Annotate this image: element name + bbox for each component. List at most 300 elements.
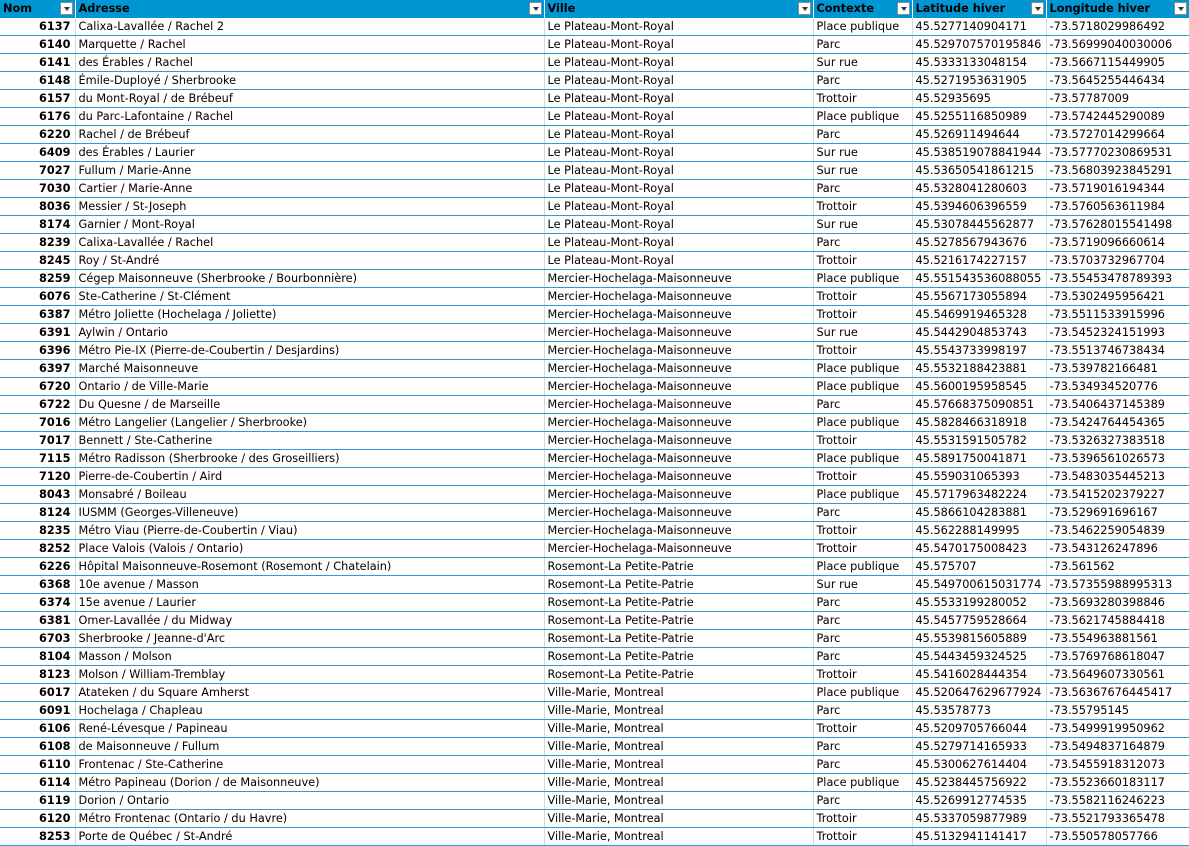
cell-adresse[interactable]: 10e avenue / Masson xyxy=(75,575,544,593)
cell-adresse[interactable]: Émile-Duployé / Sherbrooke xyxy=(75,71,544,89)
cell-ville[interactable]: Le Plateau-Mont-Royal xyxy=(544,161,813,179)
cell-nom[interactable]: 6226 xyxy=(0,557,75,575)
cell-longitude[interactable]: -73.56803923845291 xyxy=(1046,161,1189,179)
cell-latitude[interactable]: 45.5533199280052 xyxy=(912,593,1046,611)
cell-longitude[interactable]: -73.5462259054839 xyxy=(1046,521,1189,539)
cell-contexte[interactable]: Sur rue xyxy=(813,215,912,233)
cell-ville[interactable]: Ville-Marie, Montreal xyxy=(544,809,813,827)
cell-contexte[interactable]: Parc xyxy=(813,395,912,413)
cell-ville[interactable]: Le Plateau-Mont-Royal xyxy=(544,35,813,53)
cell-latitude[interactable]: 45.562288149995 xyxy=(912,521,1046,539)
cell-ville[interactable]: Le Plateau-Mont-Royal xyxy=(544,251,813,269)
cell-adresse[interactable]: Pierre-de-Coubertin / Aird xyxy=(75,467,544,485)
cell-longitude[interactable]: -73.5499919950962 xyxy=(1046,719,1189,737)
cell-longitude[interactable]: -73.5645255446434 xyxy=(1046,71,1189,89)
cell-contexte[interactable]: Place publique xyxy=(813,557,912,575)
cell-adresse[interactable]: Métro Papineau (Dorion / de Maisonneuve) xyxy=(75,773,544,791)
cell-adresse[interactable]: Sherbrooke / Jeanne-d'Arc xyxy=(75,629,544,647)
cell-contexte[interactable]: Parc xyxy=(813,791,912,809)
cell-latitude[interactable]: 45.5717963482224 xyxy=(912,485,1046,503)
cell-adresse[interactable]: Métro Langelier (Langelier / Sherbrooke) xyxy=(75,413,544,431)
cell-ville[interactable]: Mercier-Hochelaga-Maisonneuve xyxy=(544,269,813,287)
cell-adresse[interactable]: René-Lévesque / Papineau xyxy=(75,719,544,737)
cell-longitude[interactable]: -73.5494837164879 xyxy=(1046,737,1189,755)
cell-ville[interactable]: Ville-Marie, Montreal xyxy=(544,719,813,737)
cell-contexte[interactable]: Place publique xyxy=(813,377,912,395)
cell-contexte[interactable]: Trottoir xyxy=(813,251,912,269)
cell-longitude[interactable]: -73.5396561026573 xyxy=(1046,449,1189,467)
cell-latitude[interactable]: 45.5333133048154 xyxy=(912,53,1046,71)
cell-latitude[interactable]: 45.5132941141417 xyxy=(912,827,1046,845)
cell-nom[interactable]: 6120 xyxy=(0,809,75,827)
cell-latitude[interactable]: 45.5543733998197 xyxy=(912,341,1046,359)
cell-contexte[interactable]: Parc xyxy=(813,647,912,665)
cell-longitude[interactable]: -73.5511533915996 xyxy=(1046,305,1189,323)
cell-contexte[interactable]: Trottoir xyxy=(813,665,912,683)
cell-adresse[interactable]: Molson / William-Tremblay xyxy=(75,665,544,683)
cell-longitude[interactable]: -73.561562 xyxy=(1046,557,1189,575)
cell-ville[interactable]: Le Plateau-Mont-Royal xyxy=(544,125,813,143)
cell-ville[interactable]: Ville-Marie, Montreal xyxy=(544,755,813,773)
cell-nom[interactable]: 6220 xyxy=(0,125,75,143)
cell-nom[interactable]: 6076 xyxy=(0,287,75,305)
cell-longitude[interactable]: -73.5718029986492 xyxy=(1046,18,1189,36)
cell-contexte[interactable]: Parc xyxy=(813,737,912,755)
filter-dropdown-icon[interactable] xyxy=(529,2,542,15)
cell-ville[interactable]: Rosemont-La Petite-Patrie xyxy=(544,575,813,593)
cell-contexte[interactable]: Trottoir xyxy=(813,305,912,323)
cell-ville[interactable]: Le Plateau-Mont-Royal xyxy=(544,53,813,71)
cell-adresse[interactable]: Métro Radisson (Sherbrooke / des Groseilliers) xyxy=(75,449,544,467)
cell-contexte[interactable]: Sur rue xyxy=(813,161,912,179)
cell-nom[interactable]: 8124 xyxy=(0,503,75,521)
cell-longitude[interactable]: -73.5727014299664 xyxy=(1046,125,1189,143)
column-header-ville[interactable]: Ville xyxy=(544,0,813,18)
cell-nom[interactable]: 8036 xyxy=(0,197,75,215)
table-row xyxy=(0,449,1189,467)
cell-longitude[interactable]: -73.55795145 xyxy=(1046,701,1189,719)
cell-adresse[interactable]: de Maisonneuve / Fullum xyxy=(75,737,544,755)
cell-contexte[interactable]: Parc xyxy=(813,125,912,143)
cell-nom[interactable]: 6110 xyxy=(0,755,75,773)
cell-nom[interactable]: 6720 xyxy=(0,377,75,395)
cell-contexte[interactable]: Parc xyxy=(813,593,912,611)
cell-contexte[interactable]: Parc xyxy=(813,233,912,251)
cell-nom[interactable]: 6141 xyxy=(0,53,75,71)
cell-adresse[interactable]: Calixa-Lavallée / Rachel xyxy=(75,233,544,251)
cell-contexte[interactable]: Place publique xyxy=(813,413,912,431)
cell-nom[interactable]: 7017 xyxy=(0,431,75,449)
cell-latitude[interactable]: 45.559031065393 xyxy=(912,467,1046,485)
cell-nom[interactable]: 6368 xyxy=(0,575,75,593)
cell-ville[interactable]: Rosemont-La Petite-Patrie xyxy=(544,593,813,611)
cell-contexte[interactable]: Sur rue xyxy=(813,143,912,161)
cell-longitude[interactable]: -73.5326327383518 xyxy=(1046,431,1189,449)
cell-adresse[interactable]: Marquette / Rachel xyxy=(75,35,544,53)
cell-nom[interactable]: 6409 xyxy=(0,143,75,161)
column-header-contexte[interactable]: Contexte xyxy=(813,0,912,18)
cell-nom[interactable]: 6381 xyxy=(0,611,75,629)
cell-ville[interactable]: Le Plateau-Mont-Royal xyxy=(544,215,813,233)
cell-latitude[interactable]: 45.5300627614404 xyxy=(912,755,1046,773)
cell-contexte[interactable]: Place publique xyxy=(813,18,912,36)
cell-nom[interactable]: 6387 xyxy=(0,305,75,323)
cell-longitude[interactable]: -73.5455918312073 xyxy=(1046,755,1189,773)
cell-latitude[interactable]: 45.5539815605889 xyxy=(912,629,1046,647)
cell-nom[interactable]: 6017 xyxy=(0,683,75,701)
cell-nom[interactable]: 8104 xyxy=(0,647,75,665)
cell-adresse[interactable]: Marché Maisonneuve xyxy=(75,359,544,377)
cell-adresse[interactable]: Calixa-Lavallée / Rachel 2 xyxy=(75,18,544,36)
cell-ville[interactable]: Le Plateau-Mont-Royal xyxy=(544,71,813,89)
cell-adresse[interactable]: Métro Joliette (Hochelaga / Joliette) xyxy=(75,305,544,323)
cell-contexte[interactable]: Trottoir xyxy=(813,197,912,215)
cell-contexte[interactable]: Parc xyxy=(813,35,912,53)
filter-dropdown-icon[interactable] xyxy=(1031,2,1044,15)
cell-contexte[interactable]: Trottoir xyxy=(813,341,912,359)
cell-nom[interactable]: 8239 xyxy=(0,233,75,251)
cell-contexte[interactable]: Trottoir xyxy=(813,539,912,557)
cell-contexte[interactable]: Parc xyxy=(813,701,912,719)
cell-nom[interactable]: 6119 xyxy=(0,791,75,809)
cell-contexte[interactable]: Sur rue xyxy=(813,53,912,71)
cell-ville[interactable]: Le Plateau-Mont-Royal xyxy=(544,89,813,107)
cell-latitude[interactable]: 45.5442904853743 xyxy=(912,323,1046,341)
cell-ville[interactable]: Mercier-Hochelaga-Maisonneuve xyxy=(544,503,813,521)
cell-latitude[interactable]: 45.5600195958545 xyxy=(912,377,1046,395)
cell-latitude[interactable]: 45.5238445756922 xyxy=(912,773,1046,791)
cell-nom[interactable]: 6396 xyxy=(0,341,75,359)
cell-nom[interactable]: 6703 xyxy=(0,629,75,647)
cell-latitude[interactable]: 45.5470175008423 xyxy=(912,539,1046,557)
cell-ville[interactable]: Ville-Marie, Montreal xyxy=(544,737,813,755)
cell-adresse[interactable]: Métro Pie-IX (Pierre-de-Coubertin / Desjardins) xyxy=(75,341,544,359)
cell-latitude[interactable]: 45.551543536088055 xyxy=(912,269,1046,287)
column-header-adresse[interactable]: Adresse xyxy=(75,0,544,18)
cell-longitude[interactable]: -73.5406437145389 xyxy=(1046,395,1189,413)
cell-latitude[interactable]: 45.5216174227157 xyxy=(912,251,1046,269)
cell-contexte[interactable]: Parc xyxy=(813,755,912,773)
cell-contexte[interactable]: Place publique xyxy=(813,107,912,125)
cell-latitude[interactable]: 45.5457759528664 xyxy=(912,611,1046,629)
cell-adresse[interactable]: des Érables / Rachel xyxy=(75,53,544,71)
cell-longitude[interactable]: -73.5760563611984 xyxy=(1046,197,1189,215)
cell-adresse[interactable]: Ste-Catherine / St-Clément xyxy=(75,287,544,305)
cell-ville[interactable]: Mercier-Hochelaga-Maisonneuve xyxy=(544,521,813,539)
cell-latitude[interactable]: 45.5255116850989 xyxy=(912,107,1046,125)
cell-ville[interactable]: Mercier-Hochelaga-Maisonneuve xyxy=(544,467,813,485)
cell-latitude[interactable]: 45.5469919465328 xyxy=(912,305,1046,323)
cell-ville[interactable]: Rosemont-La Petite-Patrie xyxy=(544,611,813,629)
cell-adresse[interactable]: Porte de Québec / St-André xyxy=(75,827,544,845)
cell-longitude[interactable]: -73.56367676445417 xyxy=(1046,683,1189,701)
cell-nom[interactable]: 8259 xyxy=(0,269,75,287)
table-row xyxy=(0,593,1189,611)
cell-nom[interactable]: 6108 xyxy=(0,737,75,755)
cell-ville[interactable]: Rosemont-La Petite-Patrie xyxy=(544,629,813,647)
cell-ville[interactable]: Rosemont-La Petite-Patrie xyxy=(544,557,813,575)
cell-contexte[interactable]: Place publique xyxy=(813,449,912,467)
cell-adresse[interactable]: Atateken / du Square Amherst xyxy=(75,683,544,701)
cell-ville[interactable]: Rosemont-La Petite-Patrie xyxy=(544,665,813,683)
cell-adresse[interactable]: Métro Viau (Pierre-de-Coubertin / Viau) xyxy=(75,521,544,539)
cell-adresse[interactable]: Aylwin / Ontario xyxy=(75,323,544,341)
cell-longitude[interactable]: -73.5703732967704 xyxy=(1046,251,1189,269)
cell-contexte[interactable]: Place publique xyxy=(813,359,912,377)
cell-latitude[interactable]: 45.575707 xyxy=(912,557,1046,575)
cell-adresse[interactable]: Ontario / de Ville-Marie xyxy=(75,377,544,395)
cell-latitude[interactable]: 45.5269912774535 xyxy=(912,791,1046,809)
cell-contexte[interactable]: Sur rue xyxy=(813,575,912,593)
cell-longitude[interactable]: -73.5424764454365 xyxy=(1046,413,1189,431)
cell-longitude[interactable]: -73.5667115449905 xyxy=(1046,53,1189,71)
cell-adresse[interactable]: du Mont-Royal / de Brébeuf xyxy=(75,89,544,107)
cell-adresse[interactable]: 15e avenue / Laurier xyxy=(75,593,544,611)
cell-adresse[interactable]: Messier / St-Joseph xyxy=(75,197,544,215)
cell-ville[interactable]: Ville-Marie, Montreal xyxy=(544,791,813,809)
cell-longitude[interactable]: -73.57628015541498 xyxy=(1046,215,1189,233)
cell-longitude[interactable]: -73.5523660183117 xyxy=(1046,773,1189,791)
cell-latitude[interactable]: 45.5394606396559 xyxy=(912,197,1046,215)
cell-ville[interactable]: Mercier-Hochelaga-Maisonneuve xyxy=(544,395,813,413)
cell-contexte[interactable]: Trottoir xyxy=(813,431,912,449)
cell-latitude[interactable]: 45.529707570195846 xyxy=(912,35,1046,53)
cell-ville[interactable]: Mercier-Hochelaga-Maisonneuve xyxy=(544,377,813,395)
cell-adresse[interactable]: Rachel / de Brébeuf xyxy=(75,125,544,143)
cell-nom[interactable]: 6397 xyxy=(0,359,75,377)
table-row xyxy=(0,809,1189,827)
cell-nom[interactable]: 6374 xyxy=(0,593,75,611)
table-row xyxy=(0,53,1189,71)
cell-adresse[interactable]: Du Quesne / de Marseille xyxy=(75,395,544,413)
cell-longitude[interactable]: -73.550578057766 xyxy=(1046,827,1189,845)
cell-adresse[interactable]: Bennett / Ste-Catherine xyxy=(75,431,544,449)
filter-dropdown-icon[interactable] xyxy=(798,2,811,15)
cell-latitude[interactable]: 45.538519078841944 xyxy=(912,143,1046,161)
cell-ville[interactable]: Mercier-Hochelaga-Maisonneuve xyxy=(544,287,813,305)
cell-longitude[interactable]: -73.5769768618047 xyxy=(1046,647,1189,665)
cell-ville[interactable]: Mercier-Hochelaga-Maisonneuve xyxy=(544,485,813,503)
filter-dropdown-icon[interactable] xyxy=(1174,2,1187,15)
cell-ville[interactable]: Mercier-Hochelaga-Maisonneuve xyxy=(544,539,813,557)
cell-longitude[interactable]: -73.539782166481 xyxy=(1046,359,1189,377)
cell-nom[interactable]: 6137 xyxy=(0,18,75,36)
cell-nom[interactable]: 6091 xyxy=(0,701,75,719)
cell-latitude[interactable]: 45.5828466318918 xyxy=(912,413,1046,431)
cell-ville[interactable]: Mercier-Hochelaga-Maisonneuve xyxy=(544,341,813,359)
cell-longitude[interactable]: -73.5742445290089 xyxy=(1046,107,1189,125)
cell-latitude[interactable]: 45.53578773 xyxy=(912,701,1046,719)
cell-ville[interactable]: Le Plateau-Mont-Royal xyxy=(544,233,813,251)
cell-nom[interactable]: 6106 xyxy=(0,719,75,737)
cell-latitude[interactable]: 45.5337059877989 xyxy=(912,809,1046,827)
cell-nom[interactable]: 8123 xyxy=(0,665,75,683)
cell-longitude[interactable]: -73.5582116246223 xyxy=(1046,791,1189,809)
cell-nom[interactable]: 7120 xyxy=(0,467,75,485)
cell-adresse[interactable]: Métro Frontenac (Ontario / du Havre) xyxy=(75,809,544,827)
cell-longitude[interactable]: -73.5452324151993 xyxy=(1046,323,1189,341)
cell-nom[interactable]: 8252 xyxy=(0,539,75,557)
cell-latitude[interactable]: 45.549700615031774 xyxy=(912,575,1046,593)
cell-ville[interactable]: Le Plateau-Mont-Royal xyxy=(544,107,813,125)
cell-ville[interactable]: Le Plateau-Mont-Royal xyxy=(544,197,813,215)
table-row xyxy=(0,737,1189,755)
table-row xyxy=(0,323,1189,341)
cell-longitude[interactable]: -73.529691696167 xyxy=(1046,503,1189,521)
cell-latitude[interactable]: 45.5891750041871 xyxy=(912,449,1046,467)
cell-longitude[interactable]: -73.534934520776 xyxy=(1046,377,1189,395)
cell-longitude[interactable]: -73.5415202379227 xyxy=(1046,485,1189,503)
cell-longitude[interactable]: -73.55453478789393 xyxy=(1046,269,1189,287)
cell-contexte[interactable]: Sur rue xyxy=(813,323,912,341)
cell-latitude[interactable]: 45.53078445562877 xyxy=(912,215,1046,233)
cell-ville[interactable]: Mercier-Hochelaga-Maisonneuve xyxy=(544,305,813,323)
cell-longitude[interactable]: -73.5719016194344 xyxy=(1046,179,1189,197)
table-row xyxy=(0,557,1189,575)
cell-contexte[interactable]: Place publique xyxy=(813,269,912,287)
cell-nom[interactable]: 7027 xyxy=(0,161,75,179)
cell-longitude[interactable]: -73.5513746738434 xyxy=(1046,341,1189,359)
cell-ville[interactable]: Rosemont-La Petite-Patrie xyxy=(544,647,813,665)
cell-adresse[interactable]: du Parc-Lafontaine / Rachel xyxy=(75,107,544,125)
cell-contexte[interactable]: Trottoir xyxy=(813,521,912,539)
cell-contexte[interactable]: Place publique xyxy=(813,683,912,701)
cell-adresse[interactable]: Garnier / Mont-Royal xyxy=(75,215,544,233)
cell-nom[interactable]: 6140 xyxy=(0,35,75,53)
cell-nom[interactable]: 8235 xyxy=(0,521,75,539)
cell-adresse[interactable]: IUSMM (Georges-Villeneuve) xyxy=(75,503,544,521)
cell-nom[interactable]: 6157 xyxy=(0,89,75,107)
column-header-nom[interactable]: Nom xyxy=(0,0,75,18)
cell-contexte[interactable]: Parc xyxy=(813,503,912,521)
cell-adresse[interactable]: Place Valois (Valois / Ontario) xyxy=(75,539,544,557)
cell-latitude[interactable]: 45.5416028444354 xyxy=(912,665,1046,683)
cell-longitude[interactable]: -73.57770230869531 xyxy=(1046,143,1189,161)
cell-adresse[interactable]: Fullum / Marie-Anne xyxy=(75,161,544,179)
cell-adresse[interactable]: Omer-Lavallée / du Midway xyxy=(75,611,544,629)
cell-adresse[interactable]: Hochelaga / Chapleau xyxy=(75,701,544,719)
cell-nom[interactable]: 8245 xyxy=(0,251,75,269)
cell-nom[interactable]: 6148 xyxy=(0,71,75,89)
cell-adresse[interactable]: des Érables / Laurier xyxy=(75,143,544,161)
cell-ville[interactable]: Mercier-Hochelaga-Maisonneuve xyxy=(544,449,813,467)
cell-longitude[interactable]: -73.5649607330561 xyxy=(1046,665,1189,683)
cell-longitude[interactable]: -73.5719096660614 xyxy=(1046,233,1189,251)
cell-ville[interactable]: Mercier-Hochelaga-Maisonneuve xyxy=(544,359,813,377)
cell-longitude[interactable]: -73.5693280398846 xyxy=(1046,593,1189,611)
table-row xyxy=(0,89,1189,107)
cell-longitude[interactable]: -73.543126247896 xyxy=(1046,539,1189,557)
cell-longitude[interactable]: -73.5302495956421 xyxy=(1046,287,1189,305)
table-row xyxy=(0,341,1189,359)
cell-ville[interactable]: Ville-Marie, Montreal xyxy=(544,773,813,791)
cell-adresse[interactable]: Hôpital Maisonneuve-Rosemont (Rosemont / Chatelain) xyxy=(75,557,544,575)
cell-nom[interactable]: 7115 xyxy=(0,449,75,467)
cell-latitude[interactable]: 45.5277140904171 xyxy=(912,18,1046,36)
cell-ville[interactable]: Ville-Marie, Montreal xyxy=(544,701,813,719)
cell-nom[interactable]: 7030 xyxy=(0,179,75,197)
cell-adresse[interactable]: Cartier / Marie-Anne xyxy=(75,179,544,197)
cell-latitude[interactable]: 45.5443459324525 xyxy=(912,647,1046,665)
cell-longitude[interactable]: -73.5521793365478 xyxy=(1046,809,1189,827)
cell-contexte[interactable]: Trottoir xyxy=(813,89,912,107)
cell-contexte[interactable]: Parc xyxy=(813,179,912,197)
cell-adresse[interactable]: Dorion / Ontario xyxy=(75,791,544,809)
cell-latitude[interactable]: 45.520647629677924 xyxy=(912,683,1046,701)
cell-ville[interactable]: Ville-Marie, Montreal xyxy=(544,683,813,701)
cell-contexte[interactable]: Trottoir xyxy=(813,287,912,305)
cell-ville[interactable]: Mercier-Hochelaga-Maisonneuve xyxy=(544,413,813,431)
filter-dropdown-icon[interactable] xyxy=(897,2,910,15)
cell-ville[interactable]: Le Plateau-Mont-Royal xyxy=(544,179,813,197)
column-header-longitude[interactable]: Longitude hiver xyxy=(1046,0,1189,18)
cell-contexte[interactable]: Place publique xyxy=(813,773,912,791)
cell-latitude[interactable]: 45.5567173055894 xyxy=(912,287,1046,305)
cell-contexte[interactable]: Trottoir xyxy=(813,809,912,827)
cell-latitude[interactable]: 45.5271953631905 xyxy=(912,71,1046,89)
cell-adresse[interactable]: Cégep Maisonneuve (Sherbrooke / Bourbonnière) xyxy=(75,269,544,287)
cell-contexte[interactable]: Parc xyxy=(813,611,912,629)
cell-latitude[interactable]: 45.57668375090851 xyxy=(912,395,1046,413)
cell-nom[interactable]: 6722 xyxy=(0,395,75,413)
cell-nom[interactable]: 8043 xyxy=(0,485,75,503)
cell-contexte[interactable]: Parc xyxy=(813,629,912,647)
cell-nom[interactable]: 6391 xyxy=(0,323,75,341)
cell-adresse[interactable]: Monsabré / Boileau xyxy=(75,485,544,503)
cell-ville[interactable]: Mercier-Hochelaga-Maisonneuve xyxy=(544,323,813,341)
cell-longitude[interactable]: -73.554963881561 xyxy=(1046,629,1189,647)
cell-latitude[interactable]: 45.52935695 xyxy=(912,89,1046,107)
table-row xyxy=(0,503,1189,521)
cell-latitude[interactable]: 45.5531591505782 xyxy=(912,431,1046,449)
cell-adresse[interactable]: Roy / St-André xyxy=(75,251,544,269)
cell-adresse[interactable]: Frontenac / Ste-Catherine xyxy=(75,755,544,773)
cell-contexte[interactable]: Trottoir xyxy=(813,719,912,737)
cell-contexte[interactable]: Trottoir xyxy=(813,827,912,845)
cell-latitude[interactable]: 45.5866104283881 xyxy=(912,503,1046,521)
table-row xyxy=(0,71,1189,89)
column-header-latitude[interactable]: Latitude hiver xyxy=(912,0,1046,18)
cell-ville[interactable]: Le Plateau-Mont-Royal xyxy=(544,18,813,36)
cell-longitude[interactable]: -73.57355988995313 xyxy=(1046,575,1189,593)
cell-longitude[interactable]: -73.57787009 xyxy=(1046,89,1189,107)
cell-adresse[interactable]: Masson / Molson xyxy=(75,647,544,665)
cell-nom[interactable]: 8253 xyxy=(0,827,75,845)
cell-latitude[interactable]: 45.5209705766044 xyxy=(912,719,1046,737)
cell-longitude[interactable]: -73.5621745884418 xyxy=(1046,611,1189,629)
cell-latitude[interactable]: 45.526911494644 xyxy=(912,125,1046,143)
cell-nom[interactable]: 7016 xyxy=(0,413,75,431)
cell-ville[interactable]: Ville-Marie, Montreal xyxy=(544,827,813,845)
cell-nom[interactable]: 6176 xyxy=(0,107,75,125)
cell-latitude[interactable]: 45.5279714165933 xyxy=(912,737,1046,755)
cell-ville[interactable]: Le Plateau-Mont-Royal xyxy=(544,143,813,161)
cell-latitude[interactable]: 45.53650541861215 xyxy=(912,161,1046,179)
table-row xyxy=(0,233,1189,251)
cell-ville[interactable]: Mercier-Hochelaga-Maisonneuve xyxy=(544,431,813,449)
filter-dropdown-icon[interactable] xyxy=(60,2,73,15)
cell-contexte[interactable]: Parc xyxy=(813,71,912,89)
cell-contexte[interactable]: Place publique xyxy=(813,485,912,503)
cell-nom[interactable]: 8174 xyxy=(0,215,75,233)
cell-longitude[interactable]: -73.56999040030006 xyxy=(1046,35,1189,53)
cell-latitude[interactable]: 45.5328041280603 xyxy=(912,179,1046,197)
cell-latitude[interactable]: 45.5278567943676 xyxy=(912,233,1046,251)
cell-nom[interactable]: 6114 xyxy=(0,773,75,791)
cell-latitude[interactable]: 45.5532188423881 xyxy=(912,359,1046,377)
cell-longitude[interactable]: -73.5483035445213 xyxy=(1046,467,1189,485)
cell-contexte[interactable]: Trottoir xyxy=(813,467,912,485)
